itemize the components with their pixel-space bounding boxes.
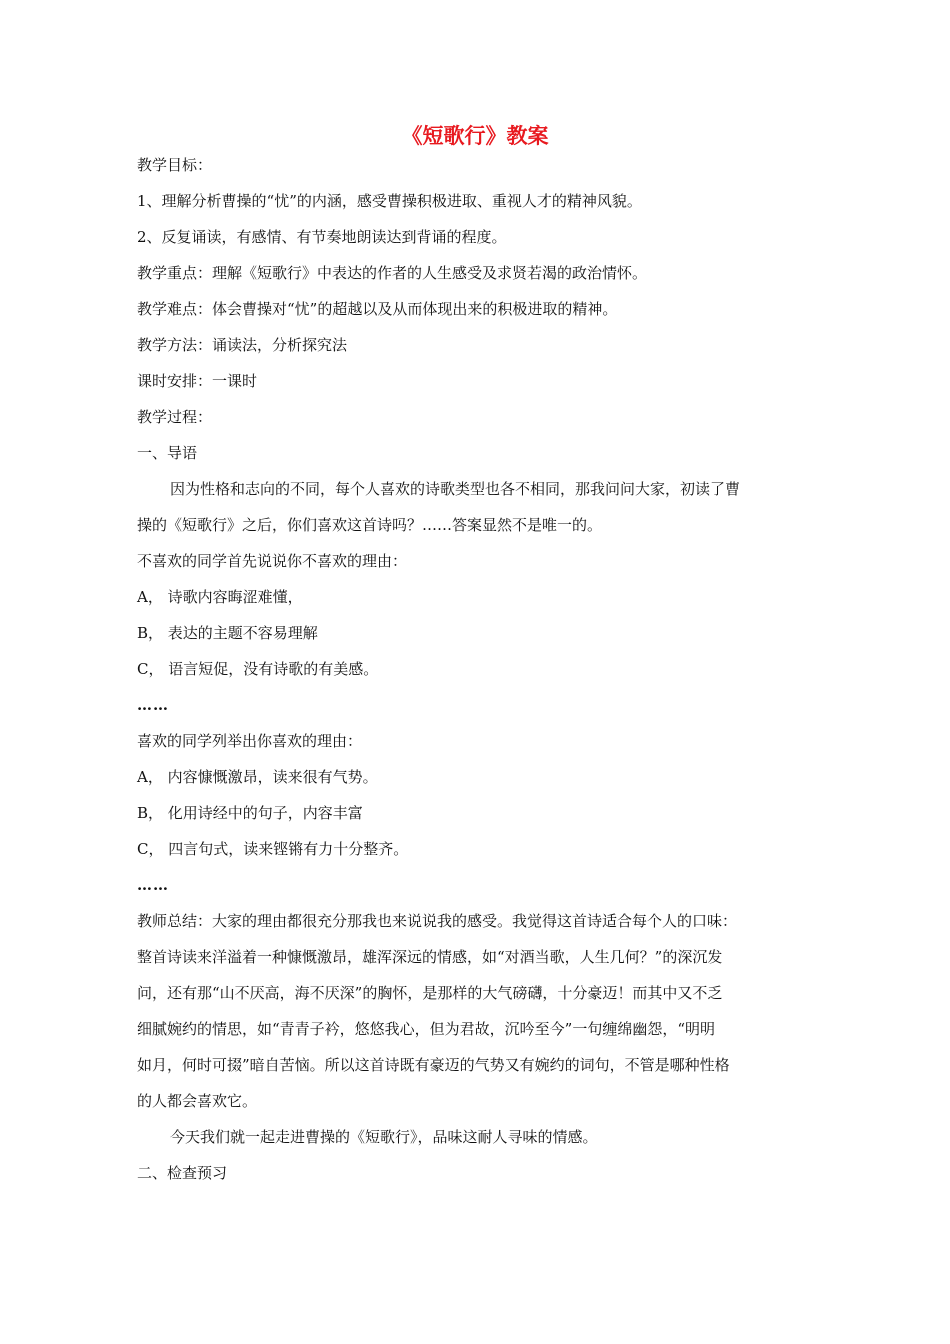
text-line: 不喜欢的同学首先说说你不喜欢的理由： [137, 552, 408, 570]
text-line: 今天我们就一起走进曹操的《短歌行》，品味这耐人寻味的情感。 [170, 1128, 598, 1146]
text-line: B， 化用诗经中的句子，内容丰富 [137, 804, 363, 822]
text-line: 教师总结：大家的理由都很充分那我也来说说我的感受。我觉得这首诗适合每个人的口味： [137, 912, 738, 930]
text-line: C， 四言句式，读来铿锵有力十分整齐。 [137, 840, 409, 858]
text-line: 喜欢的同学列举出你喜欢的理由： [137, 732, 363, 750]
text-line: 整首诗读来洋溢着一种慷慨激昂，雄浑深远的情感，如“对酒当歌，人生几何？”的深沉发 [137, 948, 723, 966]
document-body [137, 147, 817, 1191]
text-line: 1、理解分析曹操的“忧”的内涵，感受曹操积极进取、重视人才的精神风貌。 [137, 192, 642, 210]
text-line: …… [137, 876, 169, 894]
text-line: 教学重点：理解《短歌行》中表达的作者的人生感受及求贤若渴的政治情怀。 [137, 264, 648, 282]
text-line: 一、导语 [137, 444, 198, 462]
text-line: 教学方法：诵读法，分析探究法 [137, 336, 348, 354]
text-line: 教学难点：体会曹操对“忧”的超越以及从而体现出来的积极进取的精神。 [137, 300, 618, 318]
text-line: 问，还有那“山不厌高，海不厌深”的胸怀，是那样的大气磅礴，十分豪迈！而其中又不乏 [137, 984, 723, 1002]
text-line: 如月，何时可掇”暗自苦恼。所以这首诗既有豪迈的气势又有婉约的词句，不管是哪种性格 [137, 1056, 730, 1074]
text-line: C， 语言短促，没有诗歌的有美感。 [137, 660, 379, 678]
text-line: 因为性格和志向的不同，每个人喜欢的诗歌类型也各不相同，那我问问大家，初读了曹 [170, 480, 741, 498]
document-title: 《短歌行》教案 [401, 123, 549, 148]
text-line: 2、反复诵读，有感情、有节奏地朗读达到背诵的程度。 [137, 228, 507, 246]
text-line: B， 表达的主题不容易理解 [137, 624, 318, 642]
text-line: 二、检查预习 [137, 1164, 228, 1182]
text-line: A， 诗歌内容晦涩难懂， [137, 588, 303, 606]
text-line: 细腻婉约的情思，如“青青子衿，悠悠我心，但为君故，沉吟至今”一句缠绵幽怨，“明明 [137, 1020, 716, 1038]
text-line: A， 内容慷慨激昂，读来很有气势。 [137, 768, 378, 786]
text-line: 教学目标： [137, 156, 213, 174]
text-line: 课时安排：一课时 [137, 372, 258, 390]
text-line: …… [137, 696, 169, 714]
text-line: 教学过程： [137, 408, 213, 426]
text-line: 操的《短歌行》之后，你们喜欢这首诗吗？……答案显然不是唯一的。 [137, 516, 603, 534]
text-line: 的人都会喜欢它。 [137, 1092, 258, 1110]
